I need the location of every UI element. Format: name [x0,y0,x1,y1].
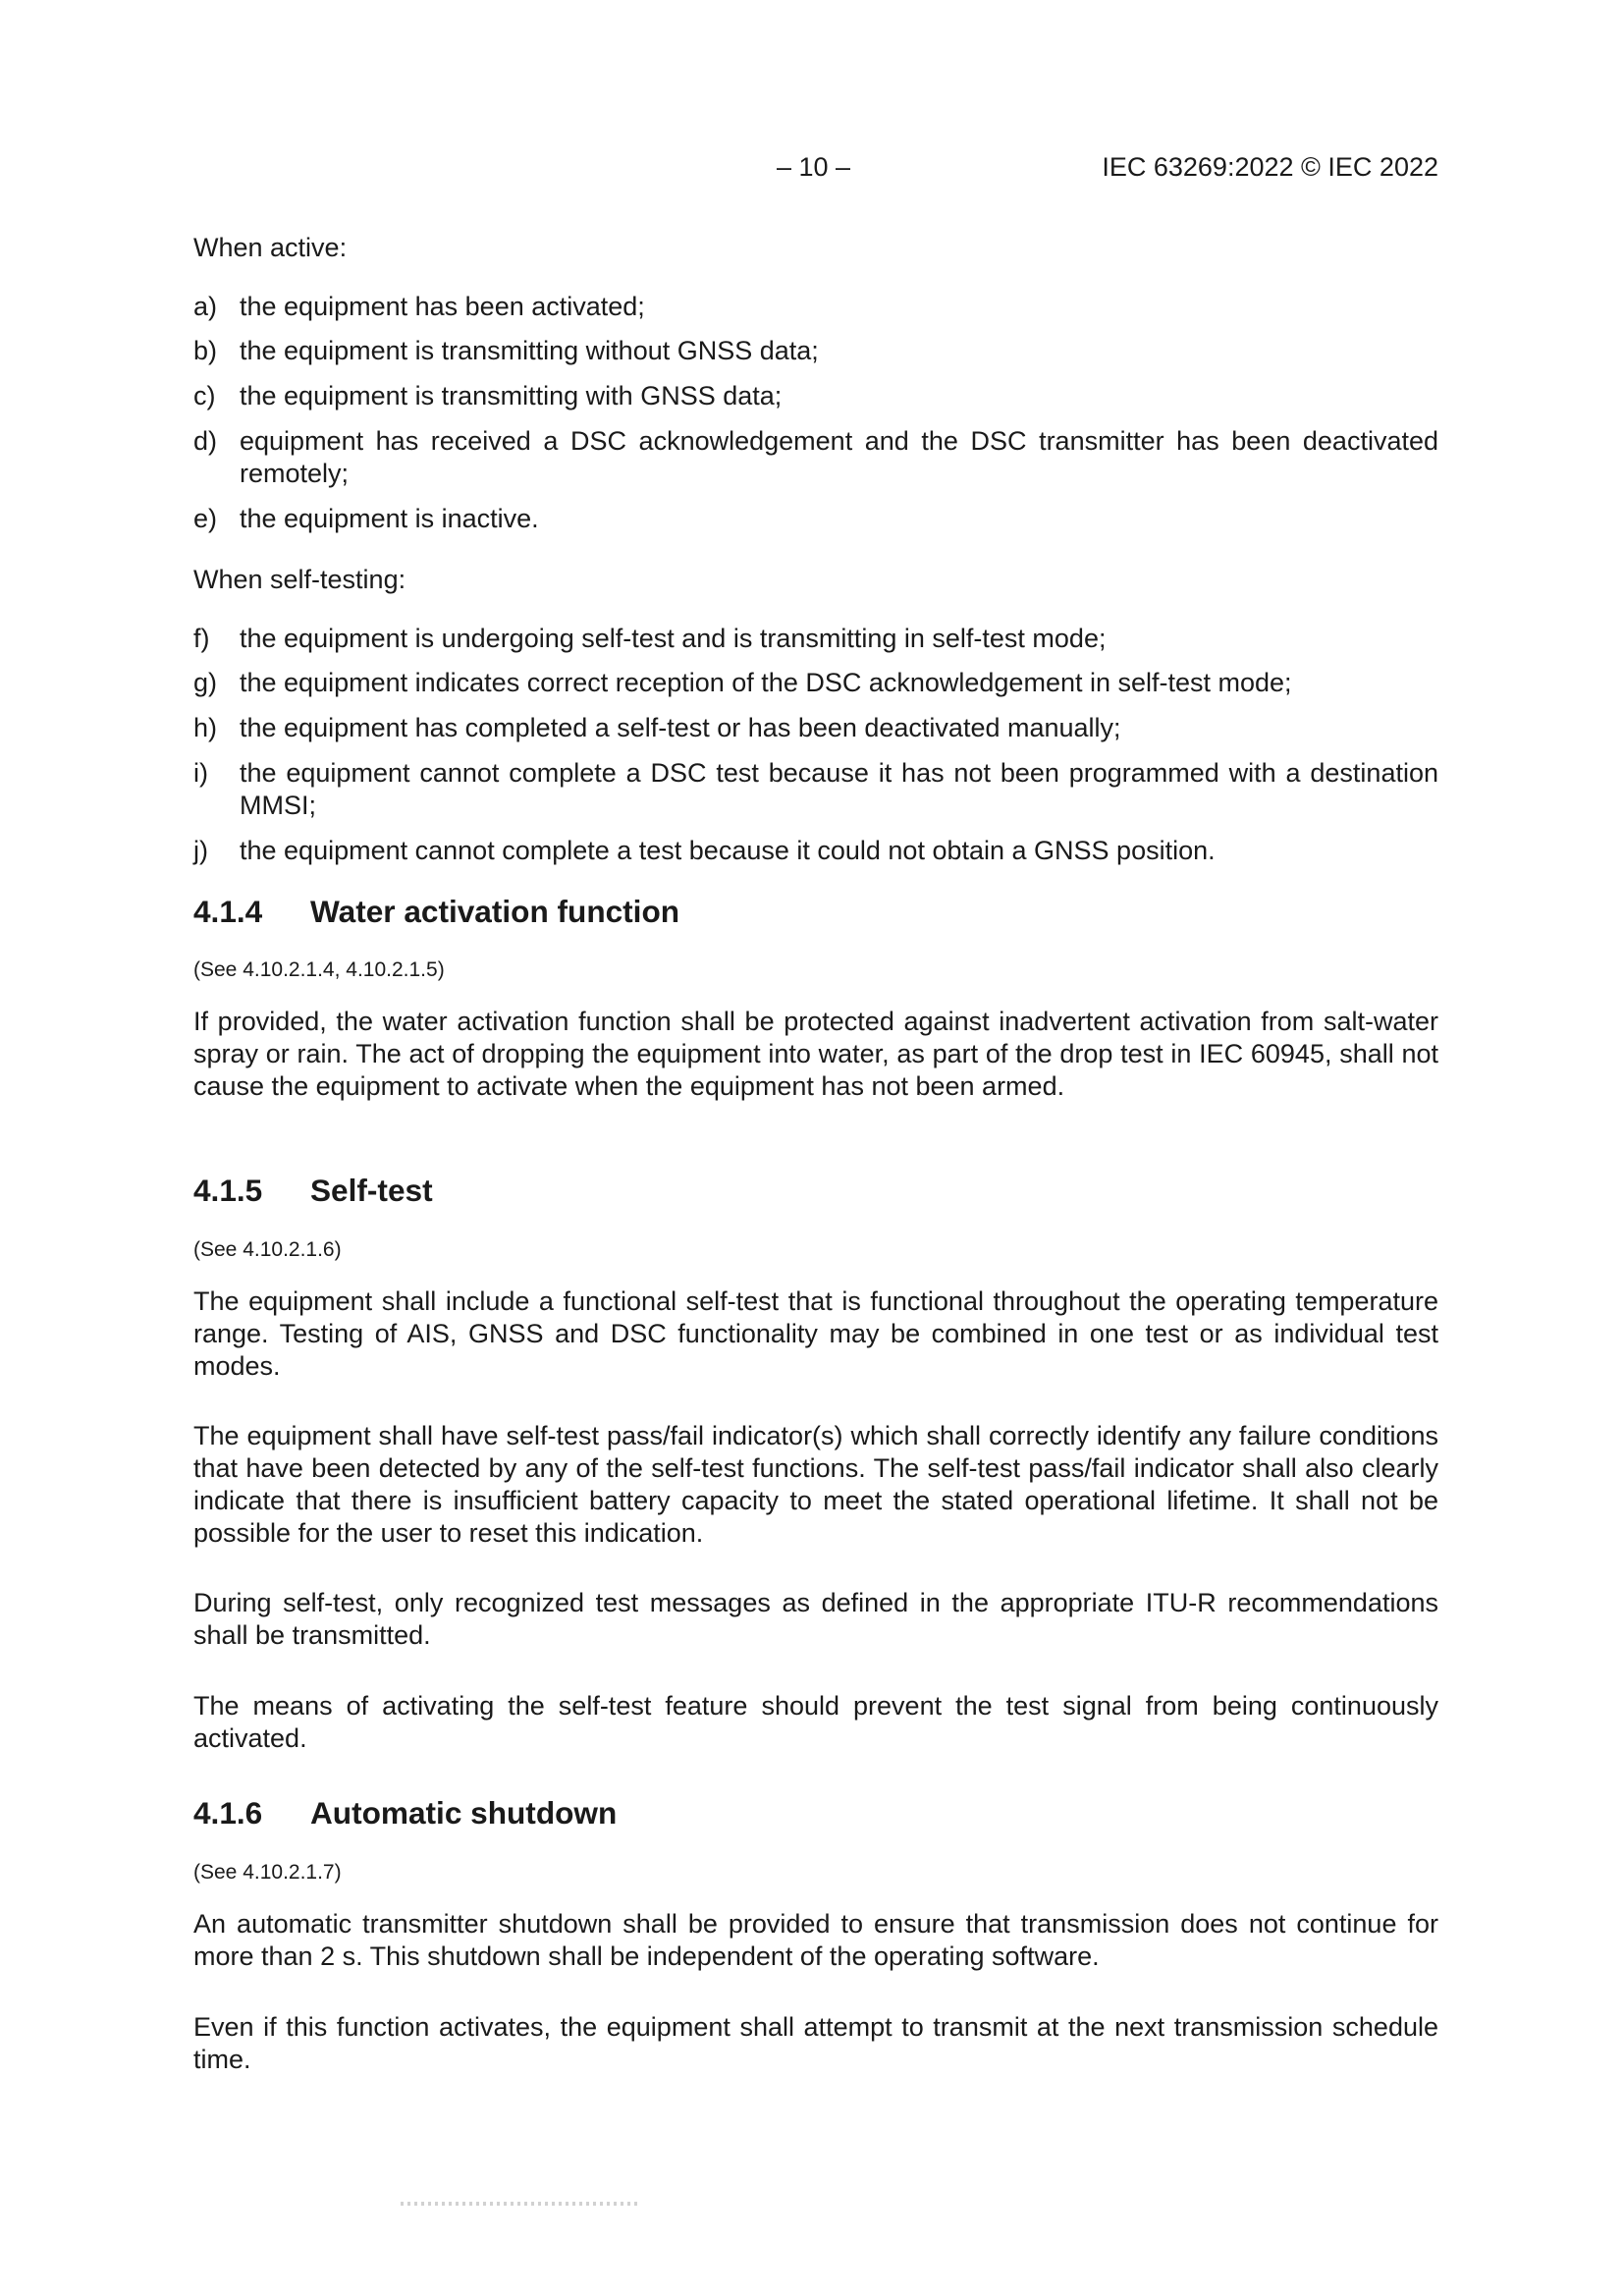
section-4-1-4-see-block [193,957,1438,983]
paragraph: The equipment shall include a functional self-test that is functional throughout the operating temperature range. Testing of AIS, GNSS and DSC functionality may be combined in one test or as individual test modes. [193,1286,1438,1381]
section-4-1-6-p2 [193,2011,1438,2076]
list-item-text: equipment has received a DSC acknowledgement and the DSC transmitter has been deactivated remotely; [240,426,1438,488]
list-item [193,757,1438,822]
selftesting-list [193,623,1438,879]
section-number: 4.1.6 [193,1795,263,1831]
section-4-1-6-see-block [193,1860,1438,1886]
paragraph: The equipment shall have self-test pass/fail indicator(s) which shall correctly identify any failure conditions that have been detected by any of the self-test functions. The self-test pass/fail indicator shall also clearly indicate that there is insufficient battery capacity to meet the stated operational lifetime. It shall not be possible for the user to reset this indication. [193,1421,1438,1548]
list-item-label: g) [193,668,218,697]
list-item-label: i) [193,758,208,788]
document-reference: IEC 63269:2022 © IEC 2022 [1102,152,1438,182]
paragraph: During self-test, only recognized test messages as defined in the appropriate ITU-R recommendations shall be transmitted. [193,1588,1438,1650]
paragraph: Even if this function activates, the equipment shall attempt to transmit at the next transmission schedule time. [193,2012,1438,2074]
list-item [193,623,1438,655]
section-heading [193,1797,1438,1830]
section-heading [193,1175,1438,1207]
section-4-1-5-p3 [193,1587,1438,1652]
list-item-text: the equipment has been activated; [240,292,645,321]
list-item-label: c) [193,381,216,410]
section-title: Water activation function [310,894,680,929]
list-item [193,712,1438,744]
section-4-1-4-body [193,1006,1438,1103]
list-item-text: the equipment has completed a self-test or has been deactivated manually; [240,713,1121,742]
see-reference: (See 4.10.2.1.7) [193,1861,342,1884]
section-heading [193,896,1438,928]
section-4-1-5-p2 [193,1420,1438,1550]
list-item-text: the equipment indicates correct reception of the DSC acknowledgement in self-test mode; [240,668,1292,697]
active-list [193,291,1438,547]
list-item-text: the equipment cannot complete a test because it could not obtain a GNSS position. [240,836,1216,865]
paragraph: If provided, the water activation function shall be protected against inadvertent activation from salt-water spray or rain. The act of dropping the equipment into water, as part of the drop test in IEC 60945, shall not cause the equipment to activate when the equipment has not been armed. [193,1007,1438,1101]
list-item-text: the equipment is transmitting with GNSS data; [240,381,783,410]
list-item [193,425,1438,490]
list-item-label: j) [193,836,208,865]
section-4-1-4 [193,896,1438,928]
list-item [193,835,1438,867]
list-item [193,503,1438,535]
page-header [193,152,1438,188]
list-item-text: the equipment is transmitting without GNSS data; [240,336,819,365]
list-item-label: h) [193,713,218,742]
list-item-text: the equipment is undergoing self-test and is transmitting in self-test mode; [240,624,1107,653]
list-item [193,335,1438,367]
see-reference: (See 4.10.2.1.6) [193,1238,342,1261]
section-4-1-5 [193,1175,1438,1207]
list-item-label: b) [193,336,218,365]
list-item-text: the equipment cannot complete a DSC test because it has not been programmed with a destination MMSI; [240,758,1438,820]
page-number: – 10 – [777,152,851,182]
list-item-label: f) [193,624,210,653]
section-title: Self-test [310,1173,433,1208]
section-4-1-5-p1 [193,1285,1438,1383]
footer-dotted-mark [401,2202,640,2206]
active-section [193,232,1438,264]
list-item-label: e) [193,504,218,533]
see-reference: (See 4.10.2.1.4, 4.10.2.1.5) [193,958,445,981]
section-4-1-5-p4 [193,1690,1438,1755]
section-number: 4.1.5 [193,1173,263,1208]
list-item [193,667,1438,699]
active-intro: When active: [193,233,348,262]
section-title: Automatic shutdown [310,1795,618,1831]
section-4-1-5-see-block [193,1237,1438,1263]
list-item [193,291,1438,323]
list-item [193,380,1438,412]
selftesting-section [193,564,1438,596]
section-4-1-6-p1 [193,1908,1438,1973]
list-item-text: the equipment is inactive. [240,504,539,533]
paragraph: The means of activating the self-test feature should prevent the test signal from being continuously activated. [193,1691,1438,1753]
list-item-label: d) [193,426,218,456]
list-item-label: a) [193,292,218,321]
selftesting-intro: When self-testing: [193,565,406,594]
paragraph: An automatic transmitter shutdown shall be provided to ensure that transmission does not continue for more than 2 s. This shutdown shall be independent of the operating software. [193,1909,1438,1971]
section-4-1-6 [193,1797,1438,1830]
section-number: 4.1.4 [193,894,263,929]
